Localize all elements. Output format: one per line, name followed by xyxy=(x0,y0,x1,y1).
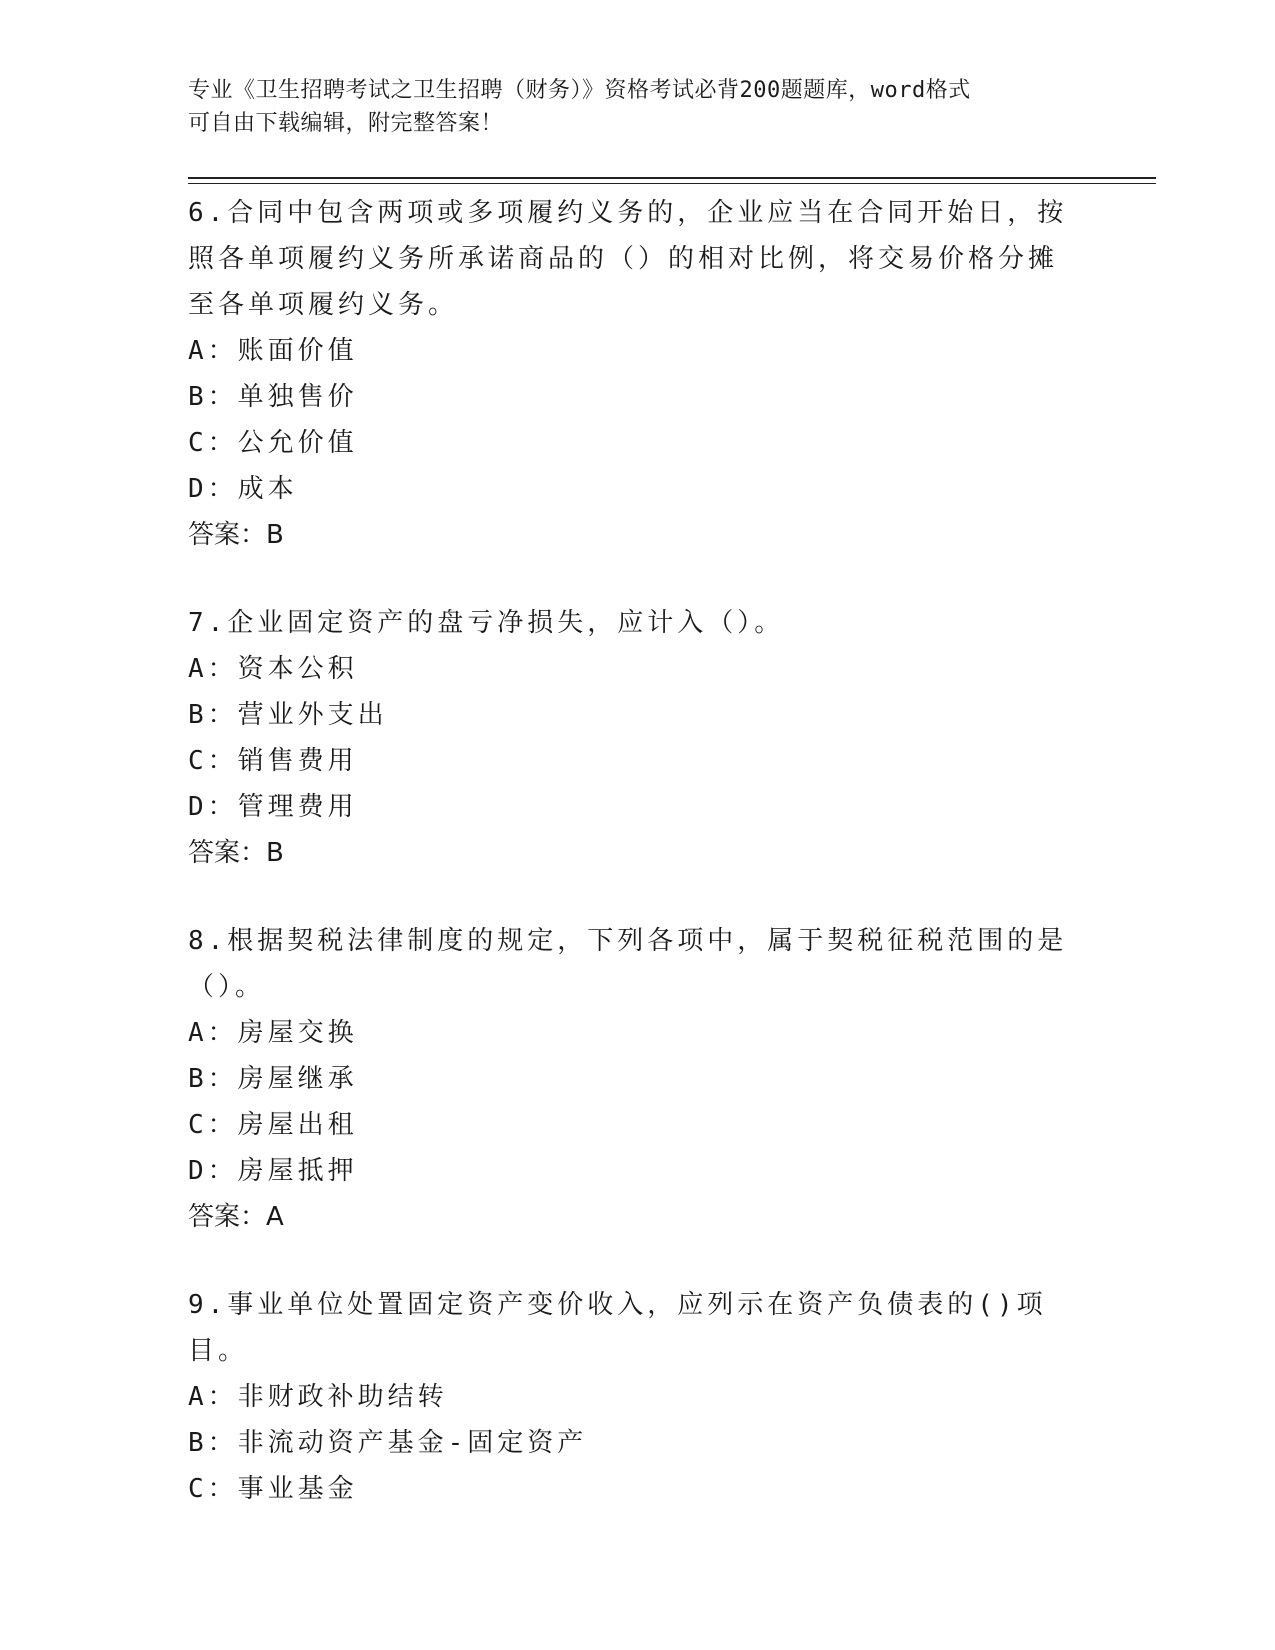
option-d: D：成本 xyxy=(188,474,298,504)
option-d: D：房屋抵押 xyxy=(188,1156,358,1186)
question-text: 8.根据契税法律制度的规定，下列各项中，属于契税征税范围的是（）。 xyxy=(188,926,1068,1002)
question-list xyxy=(188,190,1068,1554)
header-line-1: 专业《卫生招聘考试之卫生招聘（财务）》资格考试必背200题题库，word格式 xyxy=(188,78,971,103)
option-c: C：房屋出租 xyxy=(188,1110,358,1140)
option-a: A：账面价值 xyxy=(188,336,358,366)
answer-line: 答案：B xyxy=(188,838,284,868)
option-b: B：房屋继承 xyxy=(188,1064,358,1094)
header-divider-thick xyxy=(188,177,1156,179)
option-c: C：公允价值 xyxy=(188,428,358,458)
question-7 xyxy=(188,600,1068,876)
question-text: 9.事业单位处置固定资产变价收入，应列示在资产负债表的()项目。 xyxy=(188,1290,1047,1366)
header-divider-thin xyxy=(188,183,1156,184)
answer-line: 答案：B xyxy=(188,520,284,550)
document-header xyxy=(188,74,1068,140)
option-a: A：资本公积 xyxy=(188,654,358,684)
option-c: C：销售费用 xyxy=(188,746,358,776)
option-a: A：非财政补助结转 xyxy=(188,1382,448,1412)
option-b: B：单独售价 xyxy=(188,382,358,412)
option-a: A：房屋交换 xyxy=(188,1018,358,1048)
question-text: 6.合同中包含两项或多项履约义务的，企业应当在合同开始日，按照各单项履约义务所承诺商品的（）的相对比例，将交易价格分摊至各单项履约义务。 xyxy=(188,198,1068,320)
question-text: 7.企业固定资产的盘亏净损失，应计入（）。 xyxy=(188,608,785,638)
option-b: B：营业外支出 xyxy=(188,700,388,730)
header-line-2: 可自由下载编辑，附完整答案！ xyxy=(188,111,504,136)
option-c: C：事业基金 xyxy=(188,1474,358,1504)
option-d: D：管理费用 xyxy=(188,792,358,822)
option-b: B：非流动资产基金-固定资产 xyxy=(188,1428,588,1458)
question-9 xyxy=(188,1282,1068,1512)
question-8 xyxy=(188,918,1068,1240)
answer-line: 答案：A xyxy=(188,1202,284,1232)
question-6 xyxy=(188,190,1068,558)
